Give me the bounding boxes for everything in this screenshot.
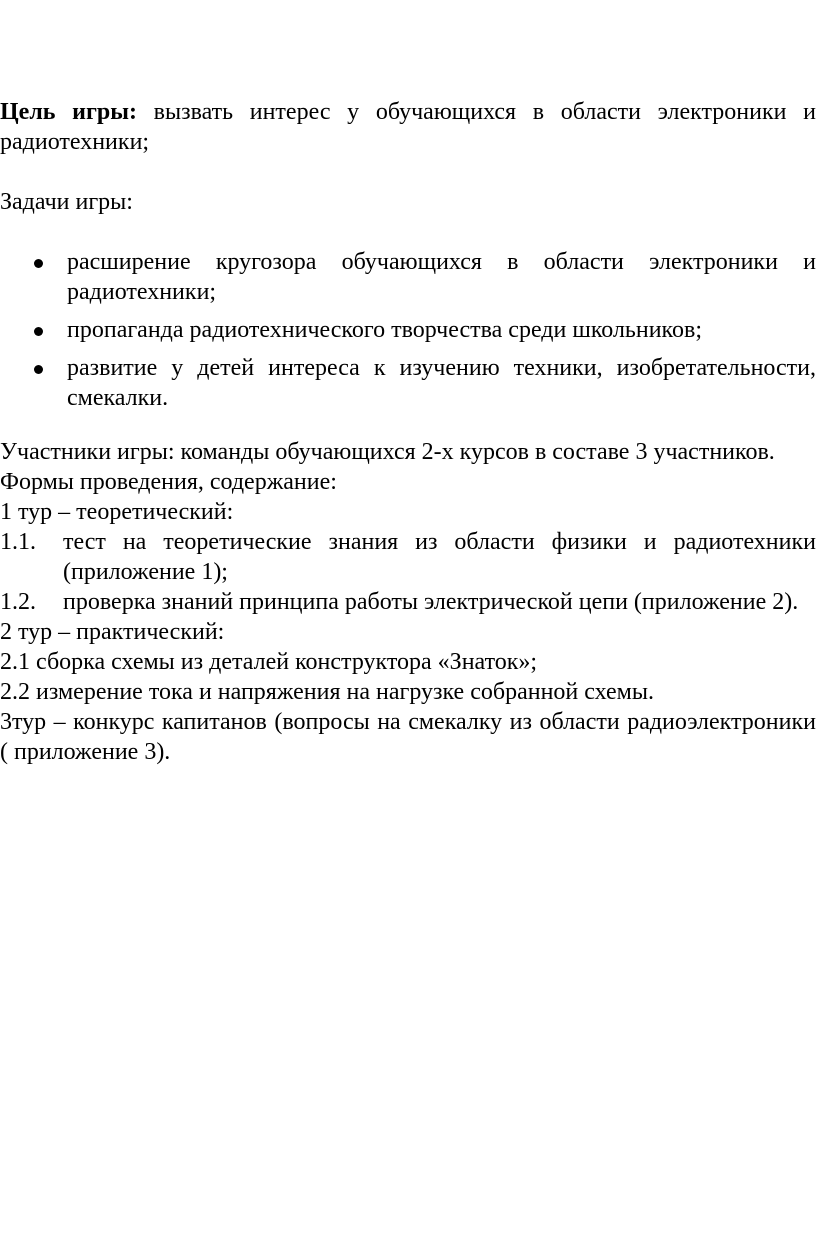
task-item-text: пропаганда радиотехнического творчества среди школьников; bbox=[67, 317, 702, 343]
tasks-heading: Задачи игры: bbox=[0, 189, 133, 215]
bullet-icon bbox=[34, 327, 43, 336]
game-goal bbox=[0, 97, 816, 157]
tour2-item: 2.1 сборка схемы из деталей конструктора «Знаток»; bbox=[0, 649, 538, 675]
tour1-item-text: тест на теоретические знания из области физики и радиотехники (приложение 1); bbox=[63, 529, 816, 585]
task-item bbox=[0, 315, 816, 345]
bullet-icon bbox=[34, 259, 43, 268]
tour1-item-number: 1.2. bbox=[0, 589, 36, 615]
game-goal-label: Цель игры: bbox=[0, 99, 137, 125]
bullet-icon bbox=[34, 365, 43, 374]
task-item-text: развитие у детей интереса к изучению техники, изобретательности, смекалки. bbox=[67, 355, 816, 411]
tour1-item bbox=[0, 527, 816, 587]
tour1-heading: 1 тур – теоретический: bbox=[0, 499, 234, 525]
tour2-heading: 2 тур – практический: bbox=[0, 619, 225, 645]
tour3-line: 3тур – конкурс капитанов (вопросы на смекалку из области радиоэлектроники ( приложение 3). bbox=[0, 709, 816, 765]
document-page bbox=[0, 97, 816, 767]
tour2-item: 2.2 измерение тока и напряжения на нагрузке собранной схемы. bbox=[0, 679, 654, 705]
tour1-item-number: 1.1. bbox=[0, 529, 36, 555]
game-goal-text: вызвать интерес у обучающихся в области электроники и радиотехники; bbox=[0, 99, 816, 155]
tasks-list bbox=[0, 247, 816, 413]
task-item-text: расширение кругозора обучающихся в области электроники и радиотехники; bbox=[67, 249, 816, 305]
participants-line: Участники игры: команды обучающихся 2-х курсов в составе 3 участников. bbox=[0, 439, 775, 465]
forms-heading: Формы проведения, содержание: bbox=[0, 469, 337, 495]
task-item bbox=[0, 247, 816, 307]
tour1-item bbox=[0, 587, 816, 617]
task-item bbox=[0, 353, 816, 413]
tour1-item-text: проверка знаний принципа работы электрической цепи (приложение 2). bbox=[63, 589, 799, 615]
